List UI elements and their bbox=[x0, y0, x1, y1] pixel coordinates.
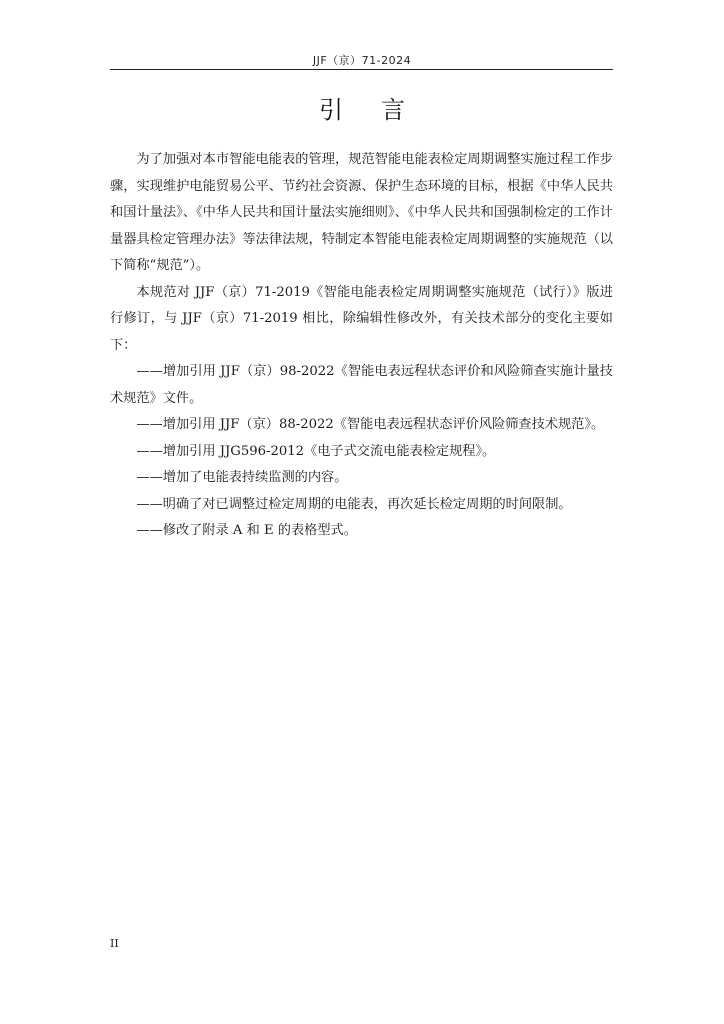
change-item: ——明确了对已调整过检定周期的电能表，再次延长检定周期的时间限制。 bbox=[136, 496, 572, 512]
body-text bbox=[110, 147, 613, 545]
change-item: ——修改了附录 A 和 E 的表格型式。 bbox=[136, 523, 357, 538]
section-title: 引言 bbox=[319, 96, 443, 124]
change-item: ——增加引用 JJF（京）98-2022《智能电表远程状态评价和风险筛查实施计量技术规范》文件。 bbox=[110, 364, 613, 406]
change-item: ——增加引用 JJF（京）88-2022《智能电表远程状态评价风险筛查技术规范》。 bbox=[136, 417, 605, 432]
intro-paragraph: 为了加强对本市智能电能表的管理，规范智能电能表检定周期调整实施过程工作步骤，实现维护电能贸易公平、节约社会资源、保护生态环境的目标，根据《中华人民共和国计量法》、《中华人民共和国计量法实施细则》、《中华人民共和国强制检定的工作计量器具检定管理办法》等法律法规，特制定本智能电能表检定周期调整的实施规范（以下简称“规范”）。 bbox=[110, 152, 613, 273]
change-item: ——增加引用 JJG596-2012《电子式交流电能表检定规程》。 bbox=[136, 443, 496, 459]
revision-paragraph: 本规范对 JJF（京）71-2019《智能电能表检定周期调整实施规范（试行）》版进行修订，与 JJF（京）71-2019 相比，除编辑性修改外，有关技术部分的变化主要如下： bbox=[110, 284, 613, 353]
document-code-header: JJF（京）71-2024 bbox=[312, 54, 412, 67]
change-item: ——增加了电能表持续监测的内容。 bbox=[136, 470, 348, 485]
page-number: II bbox=[110, 937, 119, 950]
header-divider bbox=[110, 69, 613, 70]
